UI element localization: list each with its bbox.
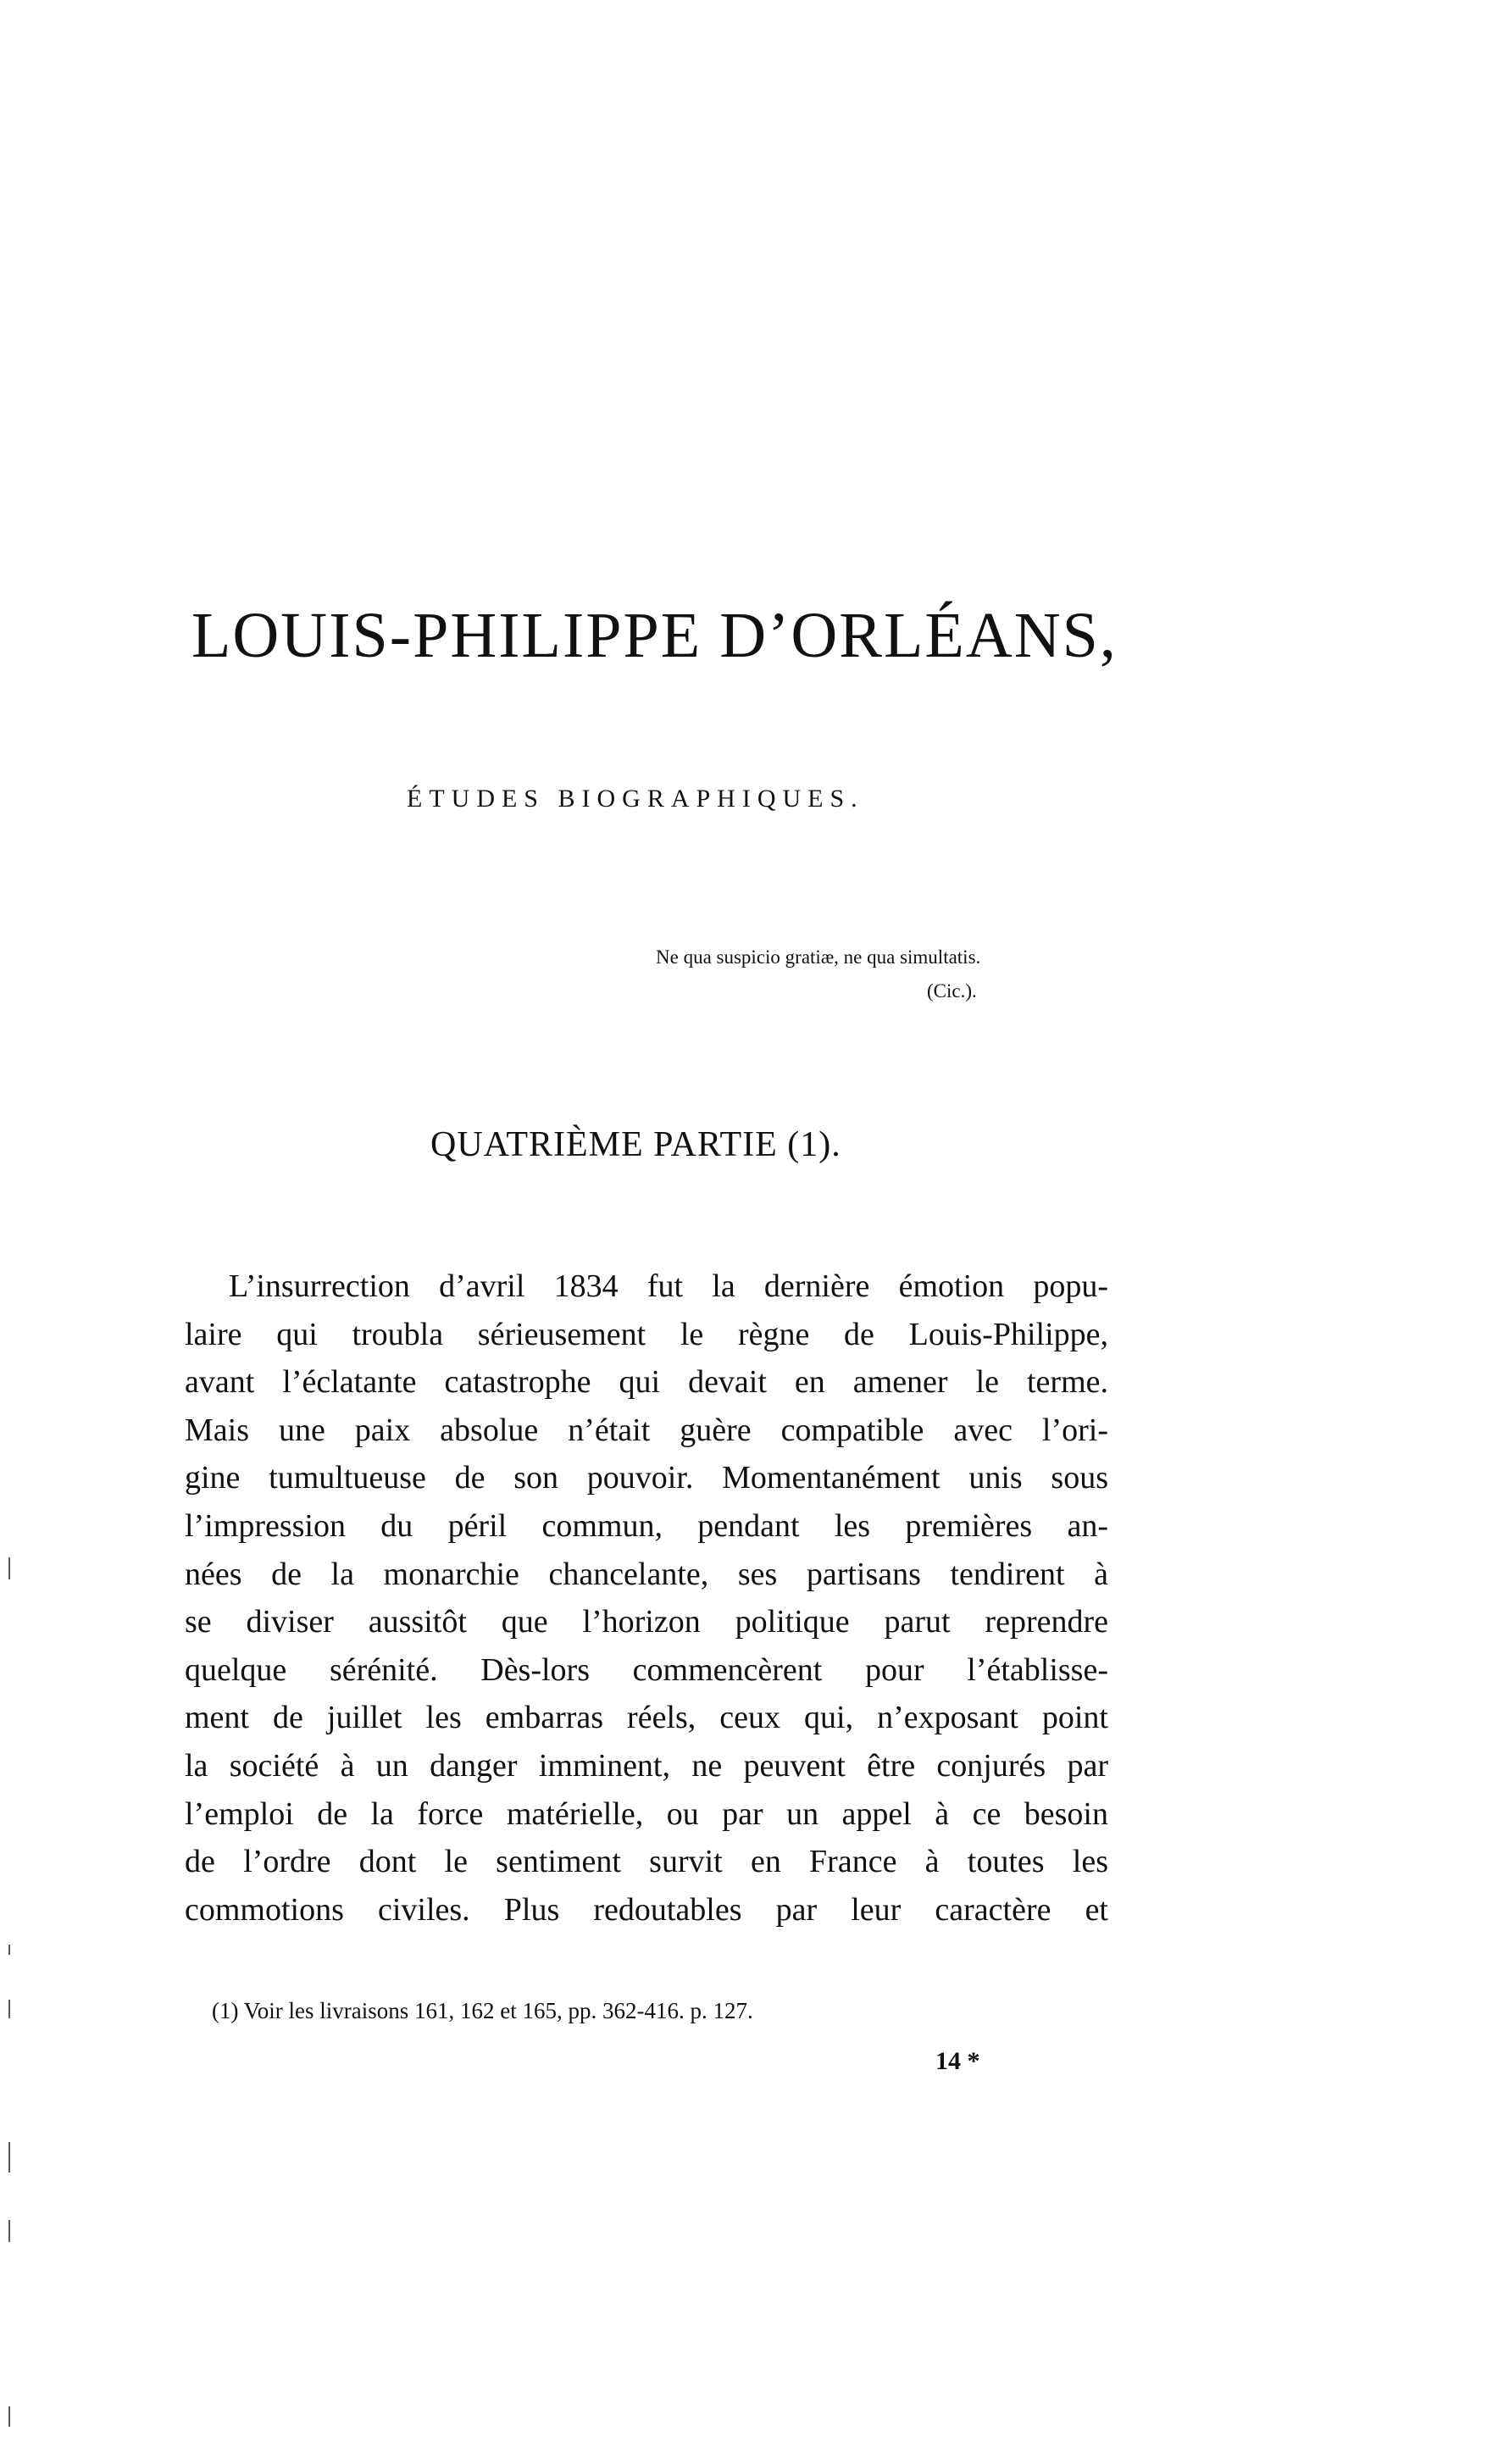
epigraph-text: Ne qua suspicio gratiæ, ne qua simultatis. (656, 946, 981, 968)
scan-margin-mark (8, 1557, 10, 1579)
body-line: se diviser aussitôt que l’horizon politique parut reprendre (185, 1604, 1108, 1640)
subtitle: ÉTUDES BIOGRAPHIQUES. (407, 785, 864, 813)
body-line: gine tumultueuse de son pouvoir. Momentanément unis sous (185, 1460, 1108, 1496)
scan-margin-mark (8, 2406, 10, 2427)
scan-margin-mark (8, 2142, 10, 2173)
body-line: nées de la monarchie chancelante, ses partisans tendirent à (185, 1556, 1108, 1592)
body-line: L’insurrection d’avril 1834 fut la dernière émotion popu- (229, 1268, 1108, 1304)
epigraph-attribution: (Cic.). (927, 980, 977, 1002)
epigraph (656, 941, 1096, 1008)
body-line: la société à un danger imminent, ne peuvent être conjurés par (185, 1747, 1108, 1784)
signature-mark: 14 * (935, 2047, 980, 2075)
body-line: l’impression du péril commun, pendant les premières an- (185, 1507, 1108, 1544)
body-line: Mais une paix absolue n’était guère compatible avec l’ori- (185, 1412, 1108, 1448)
body-line: ment de juillet les embarras réels, ceux qui, n’exposant point (185, 1700, 1108, 1736)
page-title: LOUIS-PHILIPPE D’ORLÉANS, (191, 600, 1118, 671)
body-line: avant l’éclatante catastrophe qui devait en amener le terme. (185, 1364, 1108, 1401)
scan-margin-mark (8, 2000, 10, 2018)
scan-margin-mark (8, 1945, 10, 1955)
body-line: laire qui troubla sérieusement le règne de Louis-Philippe, (185, 1316, 1108, 1352)
body-line: de l’ordre dont le sentiment survit en France à toutes les (185, 1844, 1108, 1880)
footnote: (1) Voir les livraisons 161, 162 et 165, pp. 362-416. p. 127. (212, 1998, 753, 2023)
body-line: quelque sérénité. Dès-lors commencèrent pour l’établisse- (185, 1651, 1108, 1688)
body-line: commotions civiles. Plus redoutables par leur caractère et (185, 1891, 1108, 1928)
part-heading: QUATRIÈME PARTIE (1). (430, 1125, 841, 1164)
scan-margin-mark (8, 2220, 10, 2242)
body-line: l’emploi de la force matérielle, ou par un appel à ce besoin (185, 1795, 1108, 1832)
body-text (185, 1263, 1108, 1934)
